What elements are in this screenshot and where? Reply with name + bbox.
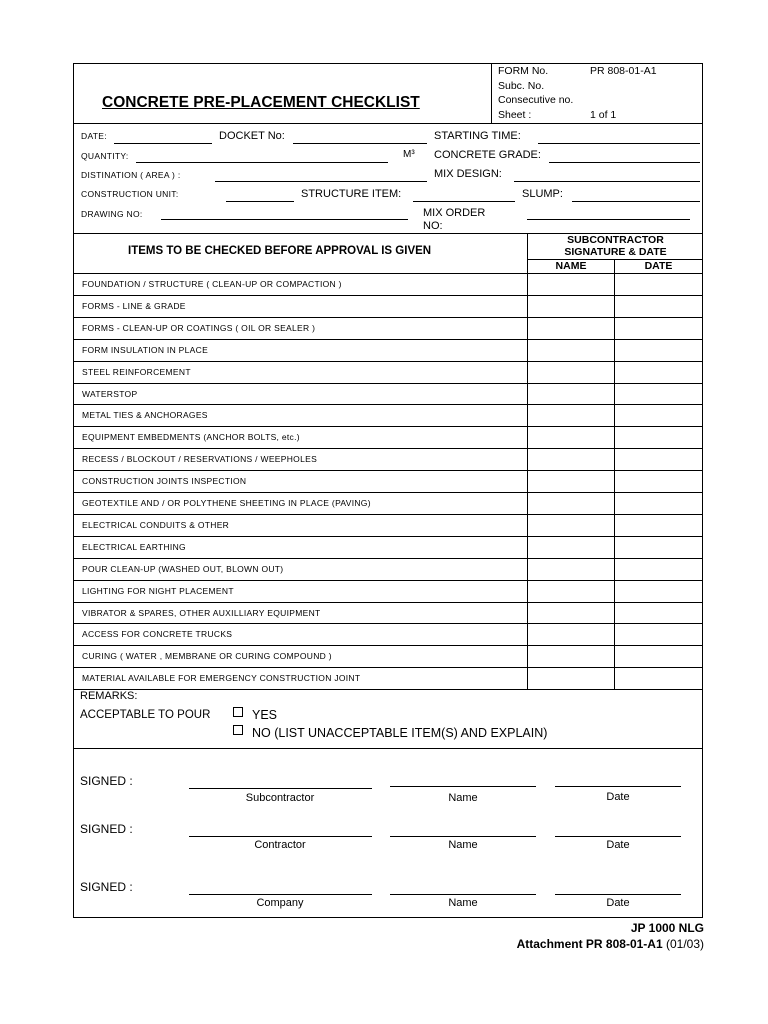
header-divider bbox=[491, 63, 492, 123]
form-no-label: FORM No. bbox=[498, 65, 549, 77]
concrete-grade-field[interactable] bbox=[549, 162, 700, 163]
checklist-item-label: ELECTRICAL CONDUITS & OTHER bbox=[82, 519, 230, 530]
checklist-date-cell[interactable] bbox=[615, 536, 703, 558]
checklist-item-label: POUR CLEAN-UP (WASHED OUT, BLOWN OUT) bbox=[82, 563, 284, 574]
checklist-item-label: FORMS - CLEAN-UP OR COATINGS ( OIL OR SEALER ) bbox=[82, 322, 316, 333]
checklist-date-cell[interactable] bbox=[615, 404, 703, 426]
checklist-name-cell[interactable] bbox=[528, 645, 614, 667]
checklist-row-divider bbox=[73, 317, 703, 318]
checklist-item-label: METAL TIES & ANCHORAGES bbox=[82, 410, 208, 421]
checklist-name-cell[interactable] bbox=[528, 492, 614, 514]
mix-design-label: MIX DESIGN: bbox=[434, 168, 502, 180]
checklist-name-cell[interactable] bbox=[528, 448, 614, 470]
checklist-row-divider bbox=[73, 383, 703, 384]
checklist-row-divider bbox=[73, 580, 703, 581]
starting-time-field[interactable] bbox=[538, 143, 700, 144]
attachment-text: Attachment PR 808-01-A1 bbox=[516, 937, 663, 951]
mix-order-label: MIX ORDER bbox=[423, 207, 486, 219]
checklist-name-cell[interactable] bbox=[528, 580, 614, 602]
sheet-label: Sheet : bbox=[498, 109, 532, 121]
checklist-item-label: CURING ( WATER , MEMBRANE OR CURING COMPOUND ) bbox=[82, 651, 332, 662]
checklist-item-label: FORMS - LINE & GRADE bbox=[82, 300, 186, 311]
checklist-name-cell[interactable] bbox=[528, 558, 614, 580]
checklist-date-cell[interactable] bbox=[615, 426, 703, 448]
subcontractor-name-caption: Name bbox=[448, 792, 478, 804]
checklist-row-divider bbox=[73, 602, 703, 603]
subc-no-label: Subc. No. bbox=[498, 80, 545, 92]
subcontractor-date-caption: Date bbox=[606, 791, 630, 803]
checklist-date-cell[interactable] bbox=[615, 667, 703, 689]
checklist-name-cell[interactable] bbox=[528, 514, 614, 536]
signature-date-heading: SIGNATURE & DATE bbox=[564, 246, 667, 258]
date-label: DATE: bbox=[81, 131, 107, 141]
checklist-row-divider bbox=[73, 492, 703, 493]
mix-order-no-label: NO: bbox=[423, 220, 443, 232]
checklist-date-cell[interactable] bbox=[615, 470, 703, 492]
checklist-name-cell[interactable] bbox=[528, 623, 614, 645]
quantity-label: QUANTITY: bbox=[81, 151, 129, 161]
remarks-label: REMARKS: bbox=[80, 690, 138, 702]
quantity-field[interactable] bbox=[136, 162, 388, 163]
footer-attachment bbox=[517, 937, 704, 951]
checklist-item-label: MATERIAL AVAILABLE FOR EMERGENCY CONSTRUCTION JOINT bbox=[82, 673, 361, 684]
mix-design-field[interactable] bbox=[514, 181, 700, 182]
structure-item-field[interactable] bbox=[413, 201, 515, 202]
checklist-row-divider bbox=[73, 514, 703, 515]
consecutive-label: Consecutive no. bbox=[498, 94, 574, 106]
docket-field[interactable] bbox=[293, 143, 427, 144]
checklist-item-label: EQUIPMENT EMBEDMENTS (ANCHOR BOLTS, etc.) bbox=[82, 432, 300, 443]
checklist-row-divider bbox=[73, 536, 703, 537]
checklist-row-divider bbox=[73, 645, 703, 646]
subcontractor-name-line[interactable] bbox=[390, 786, 536, 787]
checklist-date-cell[interactable] bbox=[615, 448, 703, 470]
checklist-row-divider bbox=[73, 426, 703, 427]
subcontractor-role: Subcontractor bbox=[245, 792, 315, 804]
checklist-heading: ITEMS TO BE CHECKED BEFORE APPROVAL IS GIVEN bbox=[128, 245, 432, 257]
checklist-name-cell[interactable] bbox=[528, 426, 614, 448]
yes-label: YES bbox=[252, 708, 278, 722]
destination-field[interactable] bbox=[215, 181, 427, 182]
checklist-date-cell[interactable] bbox=[615, 580, 703, 602]
construction-unit-label: CONSTRUCTION UNIT: bbox=[81, 189, 179, 199]
checklist-name-cell[interactable] bbox=[528, 470, 614, 492]
date-field[interactable] bbox=[114, 143, 212, 144]
form-title: CONCRETE PRE-PLACEMENT CHECKLIST bbox=[102, 94, 420, 111]
signed-label-3: SIGNED : bbox=[80, 880, 133, 894]
checklist-name-cell[interactable] bbox=[528, 339, 614, 361]
subcontractor-date-line[interactable] bbox=[555, 786, 681, 787]
no-checkbox[interactable] bbox=[233, 725, 243, 735]
checklist-date-cell[interactable] bbox=[615, 339, 703, 361]
remarks-bottom-line bbox=[73, 748, 703, 749]
checklist-item-label: CONSTRUCTION JOINTS INSPECTION bbox=[82, 476, 247, 487]
concrete-grade-label: CONCRETE GRADE: bbox=[434, 149, 541, 161]
company-date-line[interactable] bbox=[555, 894, 681, 895]
checklist-name-cell[interactable] bbox=[528, 273, 614, 295]
company-name-caption: Name bbox=[448, 897, 478, 909]
checklist-date-cell[interactable] bbox=[615, 602, 703, 624]
footer-code: JP 1000 NLG bbox=[630, 921, 704, 935]
contractor-date-caption: Date bbox=[606, 839, 630, 851]
contractor-signature-line[interactable] bbox=[189, 836, 372, 837]
checklist-row-divider bbox=[73, 295, 703, 296]
signed-label-1: SIGNED : bbox=[80, 774, 133, 788]
checklist-row-divider bbox=[73, 339, 703, 340]
no-label: NO (LIST UNACCEPTABLE ITEM(S) AND EXPLAIN) bbox=[252, 726, 548, 740]
starting-time-label: STARTING TIME: bbox=[434, 130, 521, 142]
checklist-row-divider bbox=[73, 623, 703, 624]
company-role: Company bbox=[256, 897, 304, 909]
checklist-item-label: RECESS / BLOCKOUT / RESERVATIONS / WEEPHOLES bbox=[82, 454, 318, 465]
mix-order-field[interactable] bbox=[527, 219, 690, 220]
sheet-value: 1 of 1 bbox=[590, 109, 617, 121]
checklist-row-divider bbox=[73, 667, 703, 668]
construction-unit-field[interactable] bbox=[226, 201, 294, 202]
checklist-name-cell[interactable] bbox=[528, 536, 614, 558]
structure-item-label: STRUCTURE ITEM: bbox=[301, 188, 402, 200]
checklist-date-cell[interactable] bbox=[615, 273, 703, 295]
contractor-date-line[interactable] bbox=[555, 836, 681, 837]
m3-unit: M³ bbox=[403, 149, 415, 160]
company-signature-line[interactable] bbox=[189, 894, 372, 895]
form-no-value: PR 808-01-A1 bbox=[590, 65, 657, 77]
signed-label-2: SIGNED : bbox=[80, 822, 133, 836]
company-name-line[interactable] bbox=[390, 894, 536, 895]
checklist-item-label: ACCESS FOR CONCRETE TRUCKS bbox=[82, 629, 233, 640]
contractor-name-line[interactable] bbox=[390, 836, 536, 837]
destination-label: DISTINATION ( AREA ) : bbox=[81, 170, 181, 180]
checklist-item-label: FOUNDATION / STRUCTURE ( CLEAN-UP OR COMPACTION ) bbox=[82, 279, 342, 289]
contractor-name-caption: Name bbox=[448, 839, 478, 851]
checklist-date-cell[interactable] bbox=[615, 492, 703, 514]
col-date-heading: DATE bbox=[644, 260, 673, 272]
checklist-name-cell[interactable] bbox=[528, 295, 614, 317]
docket-label: DOCKET No: bbox=[219, 130, 285, 142]
checklist-item-label: LIGHTING FOR NIGHT PLACEMENT bbox=[82, 585, 234, 596]
subcontractor-heading: SUBCONTRACTOR bbox=[567, 234, 664, 246]
checklist-item-label: WATERSTOP bbox=[82, 388, 138, 399]
checklist-date-cell[interactable] bbox=[615, 295, 703, 317]
checklist-date-cell[interactable] bbox=[615, 645, 703, 667]
checklist-name-cell[interactable] bbox=[528, 667, 614, 689]
subcontractor-signature-line[interactable] bbox=[189, 788, 372, 789]
checklist-date-cell[interactable] bbox=[615, 514, 703, 536]
checklist-name-cell[interactable] bbox=[528, 361, 614, 383]
yes-checkbox[interactable] bbox=[233, 707, 243, 717]
checklist-name-cell[interactable] bbox=[528, 404, 614, 426]
checklist-item-label: GEOTEXTILE AND / OR POLYTHENE SHEETING IN PLACE (PAVING) bbox=[82, 498, 371, 508]
checklist-item-label: STEEL REINFORCEMENT bbox=[82, 366, 191, 377]
checklist-item-label: ELECTRICAL EARTHING bbox=[82, 541, 186, 552]
checklist-date-cell[interactable] bbox=[615, 317, 703, 339]
checklist-row-divider bbox=[73, 558, 703, 559]
checklist-date-cell[interactable] bbox=[615, 383, 703, 405]
drawing-no-field[interactable] bbox=[161, 219, 408, 220]
checklist-row-divider bbox=[73, 361, 703, 362]
checklist-date-cell[interactable] bbox=[615, 558, 703, 580]
drawing-no-label: DRAWING NO: bbox=[81, 209, 143, 219]
checklist-bottom-line bbox=[73, 689, 703, 690]
company-date-caption: Date bbox=[606, 897, 630, 909]
checklist-item-label: FORM INSULATION IN PLACE bbox=[82, 344, 209, 355]
header-bottom-line bbox=[73, 123, 703, 124]
checklist-item-label: VIBRATOR & SPARES, OTHER AUXILLIARY EQUIPMENT bbox=[82, 607, 321, 618]
checklist-row-divider bbox=[73, 448, 703, 449]
col-name-heading: NAME bbox=[555, 260, 587, 272]
version-text: (01/03) bbox=[665, 937, 704, 951]
checklist-name-cell[interactable] bbox=[528, 317, 614, 339]
checklist-date-cell[interactable] bbox=[615, 361, 703, 383]
checklist-date-cell[interactable] bbox=[615, 623, 703, 645]
checklist-name-cell[interactable] bbox=[528, 383, 614, 405]
slump-field[interactable] bbox=[572, 201, 700, 202]
checklist-row-divider bbox=[73, 470, 703, 471]
checklist-row-divider bbox=[73, 404, 703, 405]
acceptable-label: ACCEPTABLE TO POUR bbox=[80, 709, 211, 721]
slump-label: SLUMP: bbox=[522, 188, 563, 200]
checklist-name-cell[interactable] bbox=[528, 602, 614, 624]
contractor-role: Contractor bbox=[254, 839, 306, 851]
